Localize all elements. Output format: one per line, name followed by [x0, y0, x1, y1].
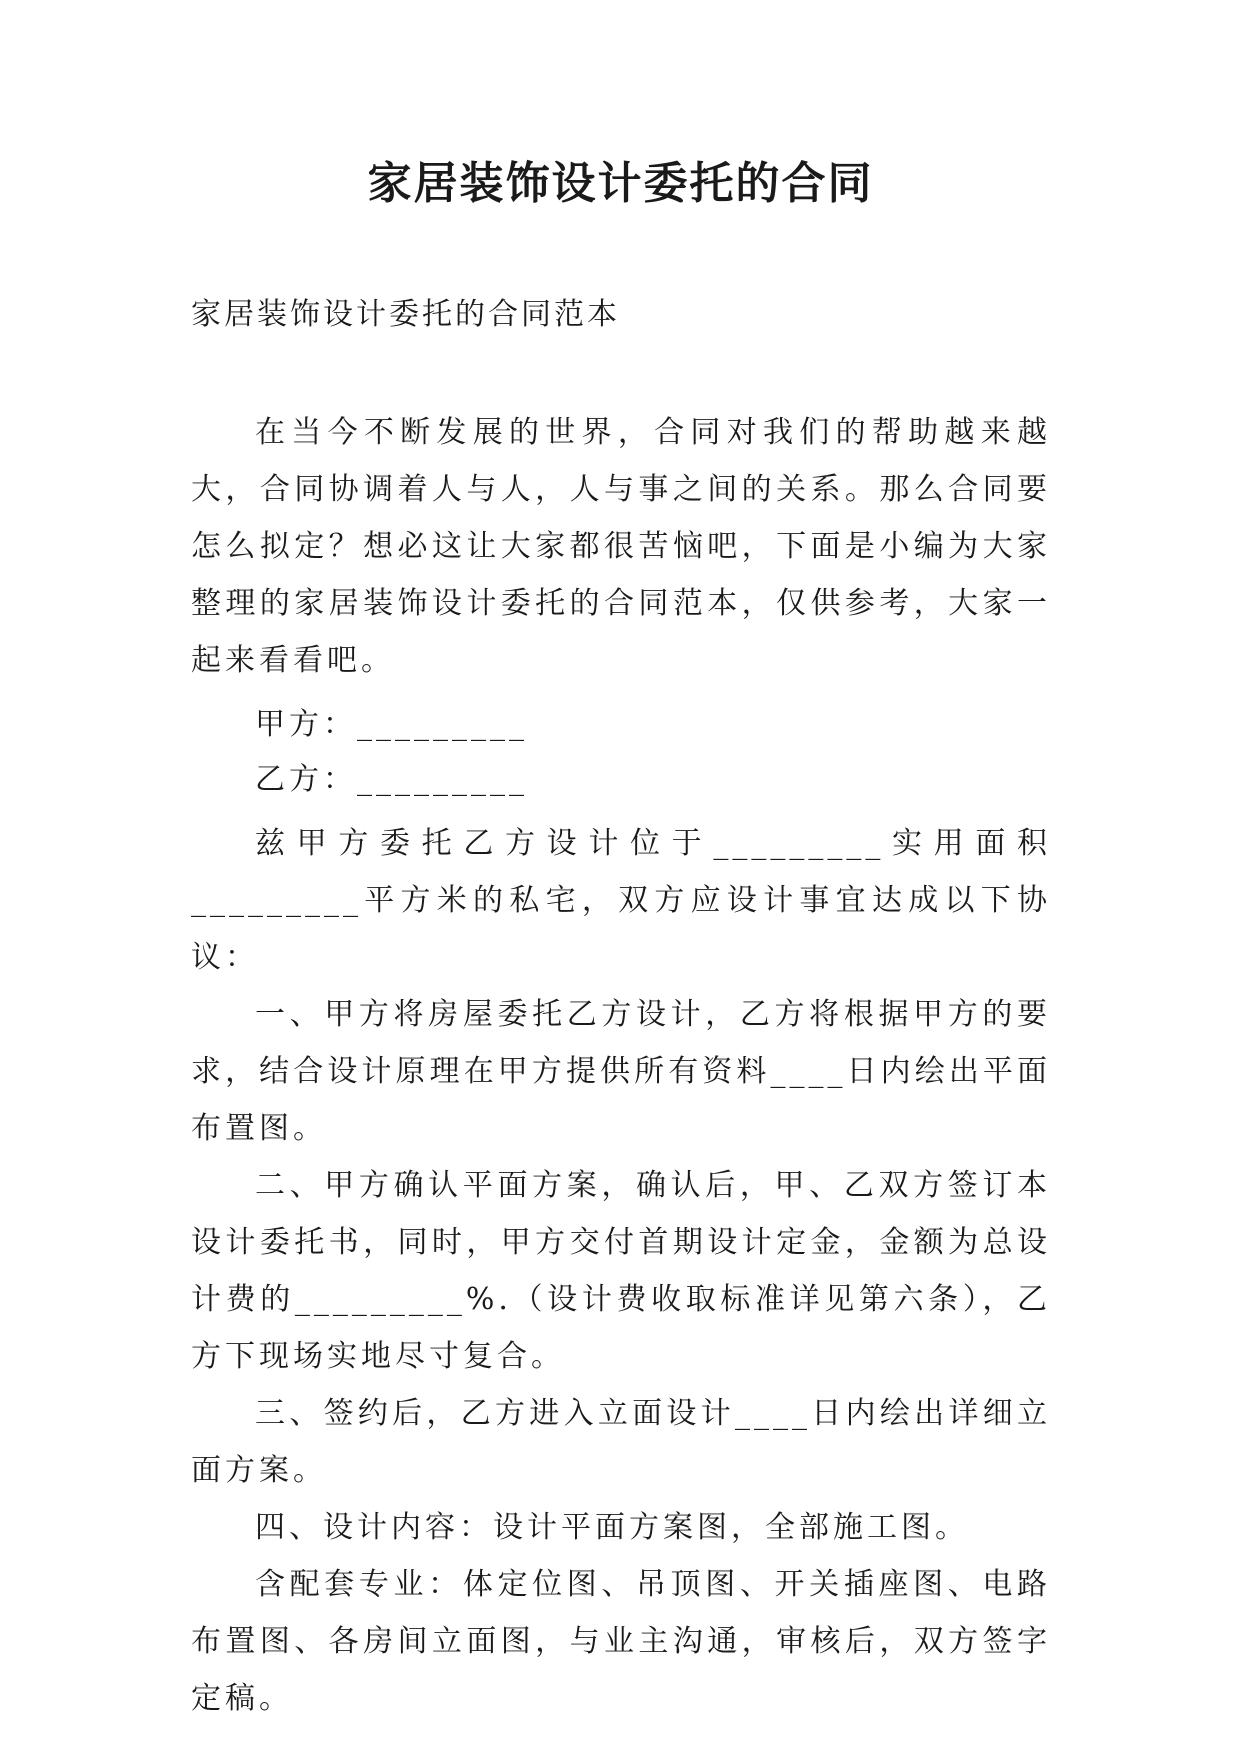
clause-1: 一、甲方将房屋委托乙方设计，乙方将根据甲方的要求，结合设计原理在甲方提供所有资料____日内绘出平面布置图。 [191, 997, 1051, 1146]
clause-4: 四、设计内容：设计平面方案图，全部施工图。 [255, 1510, 969, 1545]
clause-preamble: 兹甲方委托乙方设计位于_________实用面积_________平方米的私宅，双方应设计事宜达成以下协议： [191, 826, 1051, 975]
intro-paragraph: 在当今不断发展的世界，合同对我们的帮助越来越大，合同协调着人与人，人与事之间的关系。那么合同要怎么拟定？想必这让大家都很苦恼吧，下面是小编为大家整理的家居装饰设计委托的合同范本，仅供参考，大家一起来看看吧。 [191, 415, 1051, 678]
parties-block [191, 697, 1051, 807]
clause-3: 三、签约后，乙方进入立面设计____日内绘出详细立面方案。 [191, 1396, 1051, 1488]
clauses-block [191, 815, 1051, 1727]
document-subtitle: 家居装饰设计委托的合同范本 [191, 297, 620, 332]
party-b-line: 乙方：_________ [255, 762, 528, 797]
clause-4-detail: 含配套专业：体定位图、吊顶图、开关插座图、电路布置图、各房间立面图，与业主沟通，审核后，双方签字定稿。 [191, 1567, 1051, 1716]
clause-2: 二、甲方确认平面方案，确认后，甲、乙双方签订本设计委托书，同时，甲方交付首期设计定金，金额为总设计费的_________%.（设计费收取标准详见第六条），乙方下现场实地尽寸复合。 [191, 1168, 1051, 1374]
party-a-line: 甲方：_________ [255, 707, 528, 742]
document-title: 家居装饰设计委托的合同 [367, 158, 874, 209]
